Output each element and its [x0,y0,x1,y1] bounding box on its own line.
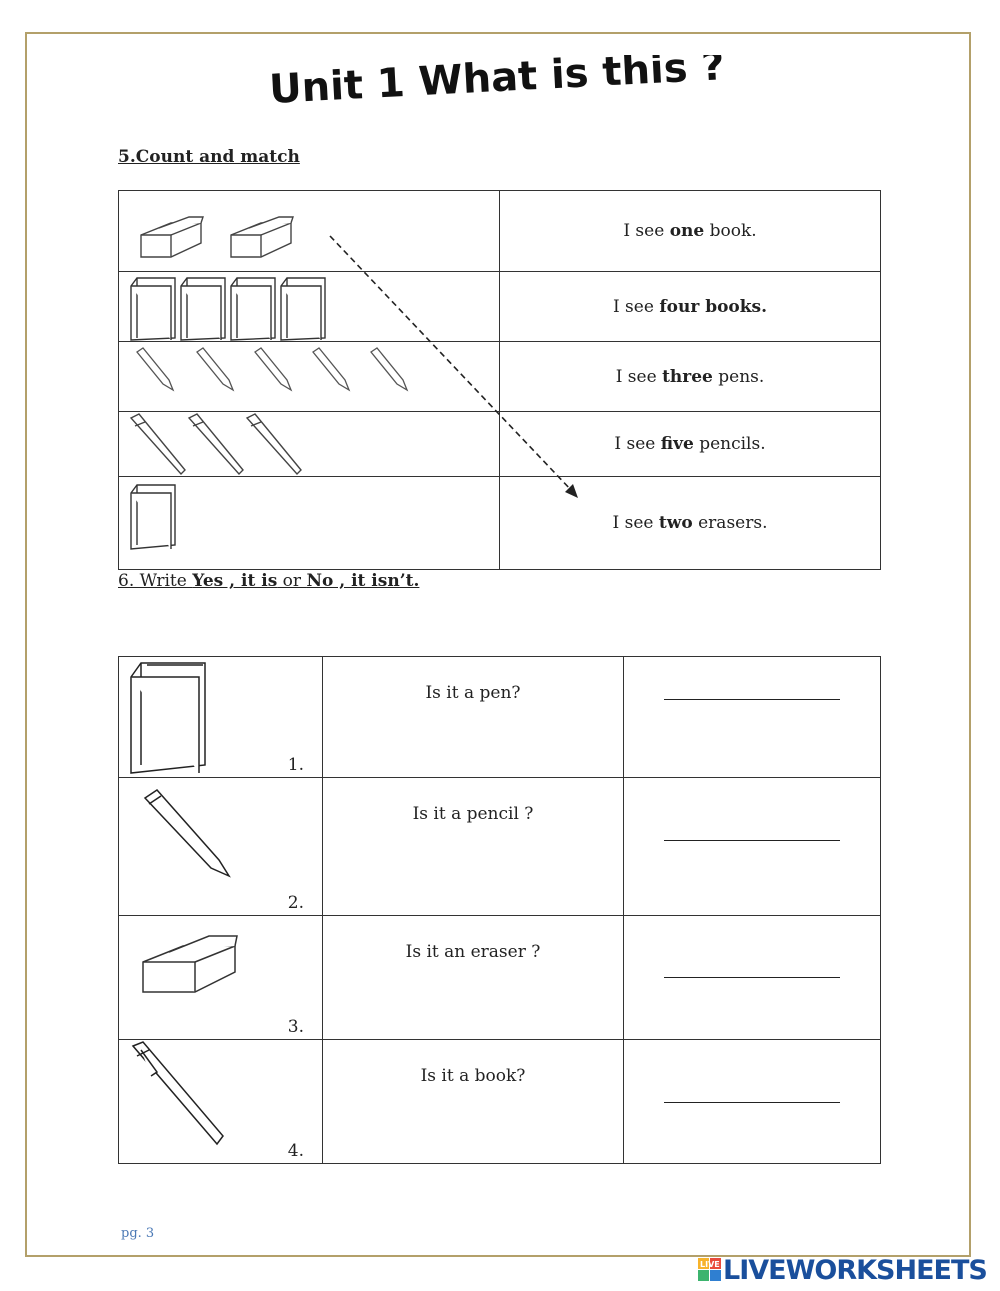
image-cell-pens [119,412,500,477]
page-number: pg. 3 [121,1226,155,1241]
page-title [265,55,745,115]
eraser-icon [139,930,243,1004]
count-match-table [118,190,881,570]
eraser-icon-group [137,205,317,261]
svg-text:LIVE: LIVE [700,1260,720,1269]
image-cell-books [119,272,500,342]
page-title-text: Unit 1 What is this ? [268,55,726,113]
row1-answer-blank[interactable] [624,657,881,778]
image-cell-pencils [119,342,500,412]
pen-icon-group [127,412,317,477]
statement-4: I see five pencils. [500,412,881,477]
pencil-icon-group [133,346,423,396]
statement-1: I see one book. [500,191,881,272]
statement-2: I see four books. [500,272,881,342]
row4-question: Is it a book? [323,1040,624,1164]
row2-question: Is it a pencil ? [323,778,624,916]
pencil-icon [139,788,239,880]
row1-image-cell [119,657,323,778]
row2-number: 2. [287,893,304,913]
liveworksheets-logo-icon [697,1257,723,1283]
section5-heading [118,147,300,167]
row4-number: 4. [287,1141,304,1161]
row1-question: Is it a pen? [323,657,624,778]
image-cell-one-book [119,477,500,570]
statement-3: I see three pens. [500,342,881,412]
section6-heading: 6. Write Yes , it is or No , it isn’t. [118,571,420,591]
book-icon [127,479,183,555]
row1-number: 1. [287,755,304,775]
row4-answer-blank[interactable] [624,1040,881,1164]
liveworksheets-logo[interactable] [697,1255,987,1285]
book-icon [127,657,211,775]
image-cell-erasers [119,191,500,272]
row3-image-cell [119,916,323,1040]
row2-image-cell [119,778,323,916]
row3-number: 3. [287,1017,304,1037]
book-icon-group [127,272,337,342]
pen-icon [127,1040,231,1150]
section5-heading-text: 5.Count and match [118,147,300,167]
statement-5: I see two erasers. [500,477,881,570]
row2-answer-blank[interactable] [624,778,881,916]
row3-answer-blank[interactable] [624,916,881,1040]
yes-no-table [118,656,881,1164]
liveworksheets-logo-text: LIVEWORKSHEETS [723,1254,987,1286]
row4-image-cell [119,1040,323,1164]
row3-question: Is it an eraser ? [323,916,624,1040]
